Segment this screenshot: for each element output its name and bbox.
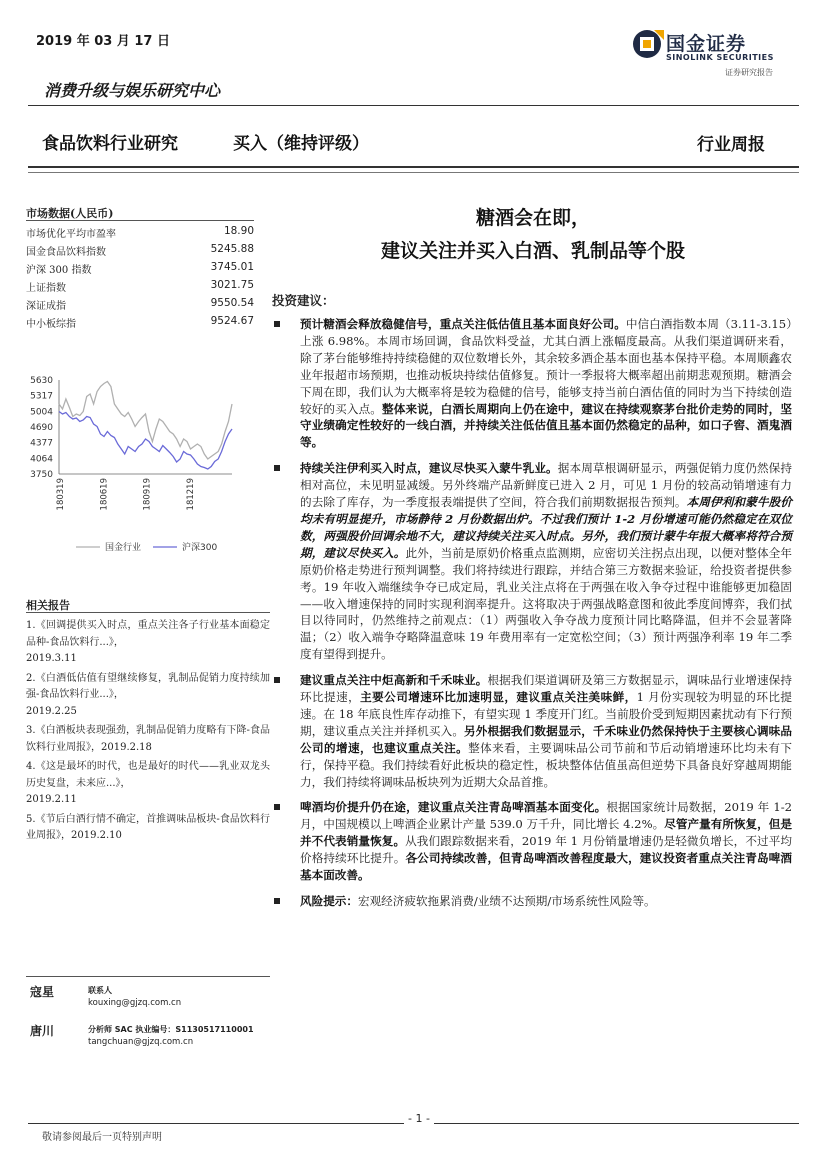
report-type: 行业周报 [697, 135, 765, 155]
y-tick-label: 3750 [30, 470, 53, 480]
invest-title: 投资建议： [272, 293, 335, 308]
x-tick-label: 180619 [99, 478, 110, 511]
invest-bold-italic: 本周伊利和蒙牛股价均未有明显提升，市场静待 2 月份数据出炉。不过我们预计 1-2 月份增速可能仍然稳定在双位数，两强股价回调余地不大，建议持续关注买入时点。另外，我们预计蒙牛年报大概率将符合预期，建议尽快买入。 [300, 495, 792, 560]
analyst-divider [26, 976, 270, 977]
analyst-role: 分析师 SAC 执业编号：S1130517110001 [88, 1025, 254, 1034]
market-data-value: 9524.67 [210, 315, 254, 327]
invest-text: 从我们跟踪数据来看，2019 年 1 月份销量增速仍是轻微负增长，不过平均价格持续环比提升。 [300, 834, 792, 866]
rating-label: 买入（维持评级） [233, 134, 369, 154]
related-report-text: 5.《节后白酒行情不确定，首推调味品板块-食品饮料行业周报》，2019.2.10 [26, 813, 270, 841]
invest-text: 此外，当前是原奶价格重点监测期，应密切关注拐点出现，以便对整体全年原奶价格走势进行预判调整。我们将持续进行跟踪，并结合第三方数据来验证，给投资者提供参考。19 年收入端继续争夺已成定局，乳业关注点将在于两强在收入争夺过程中谁能够更加稳固——收入增速保持的同时实现利润率提升。这将取决于两强战略意图和彼此季度间博弈，我们拭目以待同时，仍然维持之前观点：（1）两强收入争夺战力度预计同比略降温，但并不会显著降温；（2）收入端争夺略降温意味 19 年费用率有一定宽松空间；（3）预计两强净利率 19 年二季度有望得到提升。 [300, 545, 792, 662]
y-tick-label: 5004 [30, 407, 53, 418]
series-line [59, 412, 232, 470]
header-thin-divider [28, 172, 799, 173]
market-data-value: 3745.01 [210, 261, 254, 273]
y-tick-label: 5630 [30, 376, 53, 386]
related-reports-divider [26, 612, 270, 613]
related-reports-title: 相关报告 [26, 599, 70, 612]
related-report-date: 2019.2.11 [26, 794, 77, 805]
page-number: - 1 - [404, 1112, 434, 1125]
related-reports-list [26, 618, 270, 848]
analyst-email[interactable]: tangchuan@gjzq.com.cn [88, 1037, 194, 1047]
related-report-item[interactable] [26, 723, 270, 756]
invest-bold: 另外根据我们数据显示，千禾味业仍然保持快于主要核心调味品公司的增速，也建议重点关注。 [300, 723, 792, 755]
related-report-text: 3.《白酒板块表现强劲，乳制品促销力度略有下降-食品饮料行业周报》，2019.2.18 [26, 725, 270, 753]
market-data-value: 5245.88 [210, 243, 254, 255]
legend-label: 国金行业 [105, 543, 142, 553]
market-data-label: 沪深 300 指数 [26, 265, 92, 276]
invest-bold: 主要公司增速环比加速明显，建议重点关注美味鲜， [360, 690, 637, 705]
related-report-item[interactable] [26, 618, 270, 668]
analyst-email[interactable]: kouxing@gjzq.com.cn [88, 998, 182, 1008]
invest-text: 1 月份实现较为明显的环比提速。在 18 年底良性库存动推下，有望实现 1 季度开门红。当前股价受到短期因素扰动有下行预期，建议重点关注并择机买入。 [300, 690, 792, 738]
market-data-label: 中小板综指 [26, 319, 76, 330]
y-tick-label: 4690 [30, 423, 53, 433]
research-center: 消费升级与娱乐研究中心 [44, 81, 221, 100]
related-report-text: 2.《白酒低估值有望继续修复，乳制品促销力度持续加强-食品饮料行业...》， [26, 672, 270, 700]
market-data-row [26, 315, 254, 333]
logo-english-name: SINOLINK SECURITIES [666, 53, 774, 62]
related-report-date: 2019.3.11 [26, 653, 77, 664]
header-thick-divider [28, 166, 799, 168]
x-tick-label: 180919 [142, 478, 153, 511]
related-report-item[interactable] [26, 812, 270, 845]
market-data-label: 上证指数 [26, 283, 66, 294]
invest-bold: 预计糖酒会释放稳健信号，重点关注低估值且基本面良好公司。 [300, 317, 626, 331]
invest-paragraph-condiment [272, 672, 792, 790]
invest-body [272, 316, 792, 919]
index-line-chart [26, 370, 264, 555]
y-tick-label: 5317 [30, 391, 53, 402]
invest-bold: 建议重点关注中炬高新和千禾味业。 [300, 673, 488, 688]
market-data-row [26, 279, 254, 297]
market-data-value: 3021.75 [210, 279, 254, 291]
logo-subtitle: 证券研究报告 [725, 68, 773, 77]
market-data-divider [26, 220, 254, 221]
header-divider [28, 105, 799, 106]
invest-text: 据本周草根调研显示，两强促销力度仍然保持相对高位，未见明显减缓。另外终端产品新鲜度已进入 2 月，可见 1 月份的较高动销增速有力的去除了库存，为一季度报表端提供了空间，符合我们前期数据报告预判。 [300, 461, 792, 510]
bullet-square-icon [274, 465, 280, 471]
bullet-square-icon [274, 804, 280, 810]
logo-chinese-name: 国金证券 [666, 33, 747, 55]
legend-label: 沪深300 [182, 543, 218, 553]
market-data-row [26, 261, 254, 279]
bullet-square-icon [274, 321, 280, 327]
market-data-title: 市场数据(人民币) [26, 207, 114, 220]
industry-label: 食品饮料行业研究 [42, 134, 178, 154]
market-data-row [26, 243, 254, 261]
invest-bold: 持续关注伊利买入时点，建议尽快买入蒙牛乳业。 [300, 461, 558, 476]
market-data-label: 深证成指 [26, 301, 66, 312]
invest-bold: 尽管产量有所恢复，但是并不代表销量恢复。 [300, 817, 792, 849]
report-title-line1: 糖酒会在即， [475, 207, 590, 229]
risk-text: 宏观经济疲软拖累消费/业绩不达预期/市场系统性风险等。 [357, 894, 656, 908]
invest-text: 中信白酒指数本周（3.11-3.15）上涨 6.98%。本周市场回调，食品饮料受益，尤其白酒上涨幅度最高。从我们渠道调研来看，除了茅台能够维持持续稳健的双位数增长外，其余较多酒企基本面也基本保持平稳。本周顺鑫农业年报超市场预期，也推动板块持续估值修复。预计一季报将大概率超出前期悲观预期。糖酒会下周在即，我们认为大概率将是较为稳健的信号，能够支持当前白酒估值的同时为当下持续创造较好的买入点。 [300, 317, 792, 416]
invest-text: 整体来看，主要调味品公司节前和节后动销增速环比均未有下行，保持平稳。我们持续看好此板块的稳定性，板块整体估值虽高但逆势下具备良好穿越周期能力，我们持续将调味品板块列为近期大众品首推。 [300, 740, 792, 789]
logo-emblem-icon [633, 30, 664, 58]
y-tick-label: 4377 [30, 438, 53, 449]
bullet-square-icon [274, 677, 280, 683]
bullet-square-icon [274, 898, 280, 904]
footer-disclaimer: 敬请参阅最后一页特别声明 [42, 1132, 162, 1143]
related-report-item[interactable] [26, 671, 270, 721]
report-title-line2: 建议关注并买入白酒、乳制品等个股 [380, 240, 685, 262]
analyst-name: 寇星 [30, 985, 55, 999]
invest-paragraph-risk [272, 893, 792, 910]
risk-label: 风险提示： [300, 894, 358, 908]
market-data-row [26, 225, 254, 243]
y-tick-label: 4064 [30, 454, 53, 465]
related-report-date: 2019.2.25 [26, 705, 77, 717]
market-data-value: 9550.54 [210, 297, 254, 309]
invest-bold: 各公司持续改善，但青岛啤酒改善程度最大，建议投资者重点关注青岛啤酒基本面改善。 [300, 851, 792, 883]
market-data-label: 市场优化平均市盈率 [26, 229, 116, 240]
related-report-text: 1.《回调提供买入时点，重点关注各子行业基本面稳定品种-食品饮料行...》， [26, 620, 270, 648]
invest-paragraph-dairy [272, 460, 792, 663]
invest-bold: 整体来说，白酒长周期向上仍在途中，建议在持续观察茅台批价走势的同时，坚守业绩确定性较好的一线白酒，并持续关注低估值且基本面仍然稳定的品种，如口子窖、酒鬼酒等。 [300, 401, 792, 450]
analyst-role: 联系人 [88, 986, 112, 995]
invest-text: 根据我们渠道调研及第三方数据显示，调味品行业增速保持环比提速， [300, 673, 792, 705]
x-tick-label: 180319 [56, 478, 66, 511]
series-line [59, 382, 232, 460]
report-date: 2019 年 03 月 17 日 [36, 34, 170, 49]
related-report-item[interactable] [26, 759, 270, 809]
market-data-value: 18.90 [223, 225, 254, 237]
invest-text: 根据国家统计局数据，2019 年 1-2 月，中国规模以上啤酒企业累计产量 539.0 万千升，同比增长 4.2%。 [300, 800, 792, 832]
invest-paragraph-baijiu [272, 316, 792, 451]
analyst-name: 唐川 [30, 1024, 55, 1038]
invest-bold: 啤酒均价提升仍在途，建议重点关注青岛啤酒基本面变化。 [300, 800, 607, 815]
market-data-row [26, 297, 254, 315]
x-tick-label: 181219 [185, 478, 196, 511]
market-data-label: 国金食品饮料指数 [26, 247, 106, 258]
invest-paragraph-beer [272, 799, 792, 884]
related-report-text: 4.《这是最坏的时代，也是最好的时代——乳业双龙头历史复盘，未来应...》， [26, 761, 270, 789]
